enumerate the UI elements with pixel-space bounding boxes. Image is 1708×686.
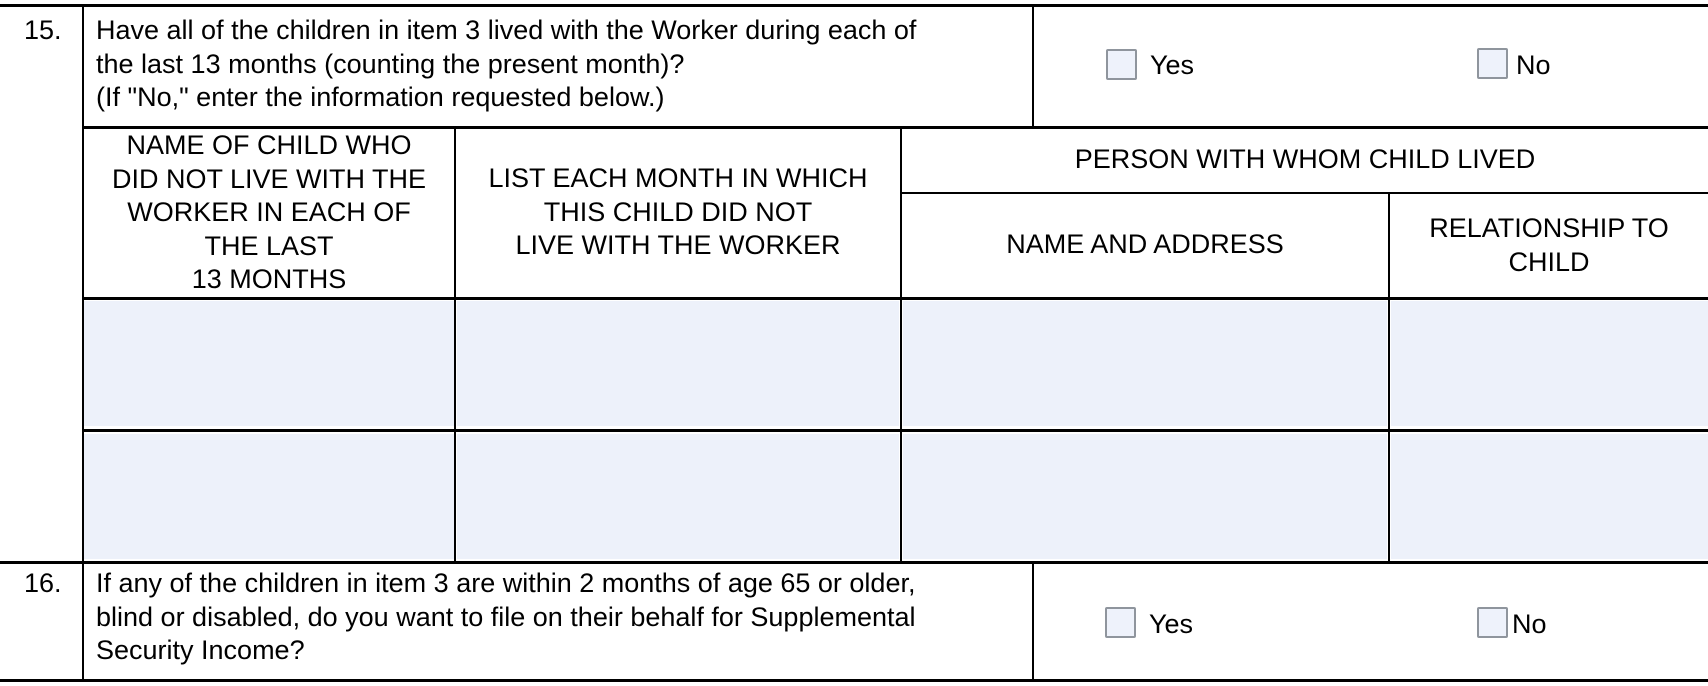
item15-number: 15. — [24, 15, 62, 45]
item15-yes-label: Yes — [1150, 50, 1195, 80]
item15-question-line3: (If "No," enter the information requested below.) — [96, 82, 665, 112]
item16-answer-divider-line — [1032, 561, 1034, 682]
item16-no-label: No — [1512, 609, 1547, 639]
header-name-and-address: NAME AND ADDRESS — [1006, 229, 1284, 259]
item15-question — [96, 14, 1026, 115]
person-header-underline — [900, 192, 1708, 194]
item16-yes-checkbox[interactable] — [1105, 607, 1136, 638]
header-list-month-line3: LIVE WITH THE WORKER — [515, 230, 841, 260]
row1-relationship-cell[interactable] — [1391, 301, 1708, 426]
header-list-month-line2: THIS CHILD DID NOT — [543, 196, 813, 227]
header-list-month — [456, 162, 900, 263]
header-name-of-child-line4: THE LAST — [204, 230, 334, 261]
item16-number: 16. — [24, 568, 62, 598]
header-relationship-line2: CHILD — [1508, 246, 1590, 277]
header-bottom-line — [82, 297, 1708, 300]
header-relationship — [1390, 212, 1708, 279]
item15-no-label: No — [1516, 50, 1551, 80]
header-name-of-child-line3: WORKER IN EACH OF — [127, 197, 411, 227]
row2-relationship-cell[interactable] — [1391, 434, 1708, 559]
item15-no-checkbox[interactable] — [1477, 48, 1508, 79]
header-name-of-child-line1: NAME OF CHILD WHO — [126, 130, 412, 160]
item15-question-line2: the last 13 months (counting the present month)? — [96, 48, 685, 79]
header-list-month-line1: LIST EACH MONTH IN WHICH — [488, 163, 868, 193]
row1-name-of-child-cell[interactable] — [84, 301, 454, 426]
row1-months-cell[interactable] — [457, 301, 899, 426]
item16-question-line2: blind or disabled, do you want to file on their behalf for Supplemental — [96, 601, 916, 632]
row-divider-line — [82, 429, 1708, 432]
row2-name-of-child-cell[interactable] — [84, 434, 454, 559]
header-name-of-child-line2: DID NOT LIVE WITH THE — [111, 163, 427, 194]
item15-question-line1: Have all of the children in item 3 lived with the Worker during each of — [96, 15, 917, 45]
header-name-of-child — [84, 129, 454, 297]
header-relationship-line1: RELATIONSHIP TO — [1429, 213, 1669, 243]
item16-no-checkbox[interactable] — [1477, 607, 1508, 638]
top-border-line — [0, 4, 1708, 7]
item15-yes-checkbox[interactable] — [1106, 49, 1137, 80]
table-bottom-line — [0, 561, 1708, 564]
item15-answer-divider-line — [1032, 4, 1034, 128]
row2-months-cell[interactable] — [457, 434, 899, 559]
item16-question-line3: Security Income? — [96, 635, 305, 665]
bottom-border-line — [0, 679, 1708, 682]
header-name-of-child-line5: 13 MONTHS — [191, 264, 347, 294]
item16-question-line1: If any of the children in item 3 are within 2 months of age 65 or older, — [96, 568, 916, 598]
row2-name-address-cell[interactable] — [903, 434, 1387, 559]
item16-question — [96, 567, 1026, 668]
row1-name-address-cell[interactable] — [903, 301, 1387, 426]
header-person-with-whom: PERSON WITH WHOM CHILD LIVED — [1074, 144, 1536, 174]
item16-yes-label: Yes — [1149, 609, 1194, 639]
